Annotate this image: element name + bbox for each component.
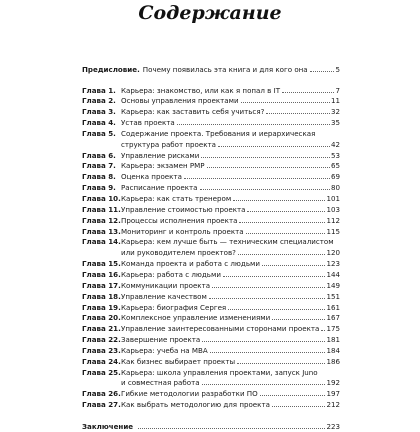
toc-entry-label: Глава 25. [82,368,121,379]
toc-entry-line [82,96,340,107]
toc-entry-title: Как бизнес выбирает проекты [121,357,235,368]
toc-entry [82,183,340,194]
toc-entry-line [82,118,340,129]
toc-entry-label: Глава 16. [82,270,121,281]
toc-entry-label: Глава 13. [82,227,121,238]
toc-leader-dots [246,233,326,234]
toc-entry-label: Заключение [82,422,136,432]
toc-entry-line [82,303,340,314]
toc-leader-dots [262,265,325,266]
toc-entry-line [82,400,340,411]
toc-entry-title: Управление стоимостью проекта [121,205,245,216]
toc-page-number: 149 [326,281,340,292]
toc-entry-line [82,227,340,238]
toc-entry-line [82,313,340,324]
toc-page-number: 5 [335,65,340,76]
toc-page-number: 192 [326,378,340,389]
toc-entry-title: Карьера: биография Сергея [121,303,226,314]
toc-entry-title: Карьера: учеба на MBA [121,346,208,357]
toc-leader-dots [233,200,325,201]
toc-page-number: 32 [331,107,340,118]
toc-entry-title-continued: или руководителем проектов? [121,248,236,259]
toc-entry-line [82,346,340,357]
toc-entry-line [82,161,340,172]
toc-entry-label: Глава 19. [82,303,121,314]
toc-leader-dots [272,319,325,320]
toc-entry [82,346,340,357]
toc-entry [82,96,340,107]
toc-entry-label: Глава 22. [82,335,121,346]
toc-entry-title: Как выбрать методологию для проекта [121,400,270,411]
toc-entry-title: Карьера: школа управления проектами, запуск Juno [121,368,318,379]
toc-page-number: 144 [326,270,340,281]
toc-entry-label: Глава 3. [82,107,121,118]
toc-entry-title: Почему появилась эта книга и для кого она [143,65,308,76]
toc-entry [82,303,340,314]
toc-entry-title: Расписание проекта [121,183,198,194]
toc-leader-dots [138,428,325,429]
toc-entry-title: Содержание проекта. Требования и иерархическая [121,129,315,140]
toc-page-number: 184 [326,346,340,357]
toc-entry-label: Глава 8. [82,172,121,183]
toc-entry-title: Карьера: кем лучше быть — техническим специалистом [121,237,334,248]
toc-leader-dots [282,92,334,93]
toc-leader-dots [218,146,330,147]
toc-entry-title: Карьера: знакомство, или как я попал в IT [121,86,280,97]
toc-entry-label: Глава 10. [82,194,121,205]
toc-entry-title: Управление качеством [121,292,207,303]
toc-leader-dots [266,113,330,114]
toc-page-number: 115 [326,227,340,238]
toc-entry [82,270,340,281]
toc-entry [82,281,340,292]
toc-entry-line [82,216,340,227]
toc-page-number: 212 [326,400,340,411]
toc-entry-line [82,151,340,162]
toc-entry [82,357,340,368]
toc-entry-label: Предисловие. [82,65,143,76]
toc-entry-label: Глава 6. [82,151,121,162]
toc-leader-dots [212,287,325,288]
toc-entry [82,118,340,129]
toc-leader-dots [202,384,326,385]
toc-entry [82,313,340,324]
toc-entry [82,335,340,346]
toc-entry-line [82,259,340,270]
toc-entry-title: Оценка проекта [121,172,182,183]
toc-entry [82,107,340,118]
toc-entry-title: Карьера: экзамен PMP [121,161,205,172]
toc-entry-line [82,422,340,432]
toc-page-number: 186 [326,357,340,368]
toc-entry-line [82,368,340,379]
toc-entry-label: Глава 9. [82,183,121,194]
toc-page-number: 123 [326,259,340,270]
toc-entry-title-continued: и совместная работа [121,378,200,389]
toc-page-number: 197 [326,389,340,400]
toc-entry-label: Глава 27. [82,400,121,411]
toc-entry-label: Глава 26. [82,389,121,400]
toc-entry-label: Глава 17. [82,281,121,292]
toc-leader-dots [228,309,325,310]
toc-entry-label: Глава 24. [82,357,121,368]
toc-entry-title: Комплексное управление изменениями [121,313,270,324]
toc-entry-title: Завершение проекта [121,335,200,346]
toc-leader-dots [260,395,326,396]
toc-leader-dots [201,157,330,158]
toc-page-number: 11 [331,96,340,107]
toc-page-number: 42 [331,140,340,151]
toc-page-number: 101 [326,194,340,205]
page-title: Содержание [0,1,420,25]
toc-entry [82,216,340,227]
toc-leader-dots [207,167,330,168]
toc-page-number: 167 [326,313,340,324]
toc-entry-label: Глава 7. [82,161,121,172]
toc-entry-label: Глава 5. [82,129,121,140]
toc-entry [82,324,340,335]
toc-entry-title-continued: структура работ проекта [121,140,216,151]
toc-entry-label: Глава 2. [82,96,121,107]
toc-entry [82,86,340,97]
toc-leader-dots [272,406,326,407]
toc-entry-title: Команда проекта и работа с людьми [121,259,260,270]
toc-entry-line [82,292,340,303]
toc-entry-line [82,270,340,281]
toc-entry-line [82,65,340,76]
toc-entry [82,400,340,411]
toc-leader-dots [237,363,325,364]
toc-entry-title: Коммуникации проекта [121,281,210,292]
toc-leader-dots [321,330,325,331]
toc-leader-dots [184,178,330,179]
toc-entry-title: Процессы исполнения проекта [121,216,237,227]
toc-leader-dots [209,298,326,299]
toc-entry-line [82,129,340,140]
toc-entry-label: Глава 1. [82,86,121,97]
toc-entry-label: Глава 15. [82,259,121,270]
toc-leader-dots [177,124,330,125]
toc-entry-line [82,140,340,151]
toc-page-number: 181 [326,335,340,346]
toc-entry [82,389,340,400]
toc-entry [82,368,340,390]
toc-entry-line [82,205,340,216]
toc-page-number: 120 [326,248,340,259]
toc-leader-dots [238,254,326,255]
toc-page-number: 223 [326,422,340,432]
toc-entry [82,129,340,151]
toc-entry [82,194,340,205]
toc-entry [82,151,340,162]
toc-entry-label: Глава 11. [82,205,121,216]
toc-entry-label: Глава 18. [82,292,121,303]
toc-entry-line [82,248,340,259]
toc-entry-label: Глава 14. [82,237,121,248]
toc-entry-line [82,86,340,97]
toc-page-number: 80 [331,183,340,194]
toc-entry-label: Глава 20. [82,313,121,324]
toc-leader-dots [200,189,330,190]
toc-entry-title: Гибкие методологии разработки ПО [121,389,258,400]
toc-entry-line [82,107,340,118]
toc-page-number: 151 [326,292,340,303]
toc-entry [82,161,340,172]
toc-page-number: 53 [331,151,340,162]
toc-entry-title: Управление заинтересованными сторонами проекта [121,324,319,335]
toc-entry-title: Карьера: работа с людьми [121,270,221,281]
toc-entry [82,422,340,432]
toc-entry-line [82,183,340,194]
toc-leader-dots [241,102,330,103]
toc-entry-title: Мониторинг и контроль проекта [121,227,244,238]
toc-entry-label: Глава 12. [82,216,121,227]
toc-entry [82,292,340,303]
toc-entry-label: Глава 23. [82,346,121,357]
toc-page-number: 161 [326,303,340,314]
toc-page-number: 103 [326,205,340,216]
toc-entry-line [82,378,340,389]
toc-entry [82,237,340,259]
toc-entry [82,65,340,76]
toc-leader-dots [223,276,326,277]
toc-leader-dots [310,71,335,72]
toc-entry [82,259,340,270]
toc-entry [82,172,340,183]
toc-page-number: 175 [326,324,340,335]
toc-entry-title: Карьера: как заставить себя учиться? [121,107,264,118]
toc-page-number: 112 [326,216,340,227]
toc-entry-line [82,389,340,400]
toc-entry-label: Глава 4. [82,118,121,129]
toc-leader-dots [239,222,325,223]
toc-page-number: 35 [331,118,340,129]
toc-page-number: 7 [335,86,340,97]
toc-entry-line [82,281,340,292]
toc-page-number: 65 [331,161,340,172]
toc-entry-line [82,324,340,335]
toc-page-number: 69 [331,172,340,183]
toc-entry-line [82,357,340,368]
toc-entry-line [82,237,340,248]
toc-leader-dots [202,341,325,342]
toc-entry-title: Основы управления проектами [121,96,239,107]
toc-entry [82,205,340,216]
toc-entry [82,227,340,238]
toc-leader-dots [247,211,325,212]
toc-entry-line [82,172,340,183]
toc-entry-title: Управление рисками [121,151,199,162]
toc-leader-dots [210,352,326,353]
toc-entry-line [82,194,340,205]
toc-entry-label: Глава 21. [82,324,121,335]
toc-entry-title: Карьера: как стать тренером [121,194,231,205]
toc-entry-title: Устав проекта [121,118,175,129]
toc-entry-line [82,335,340,346]
